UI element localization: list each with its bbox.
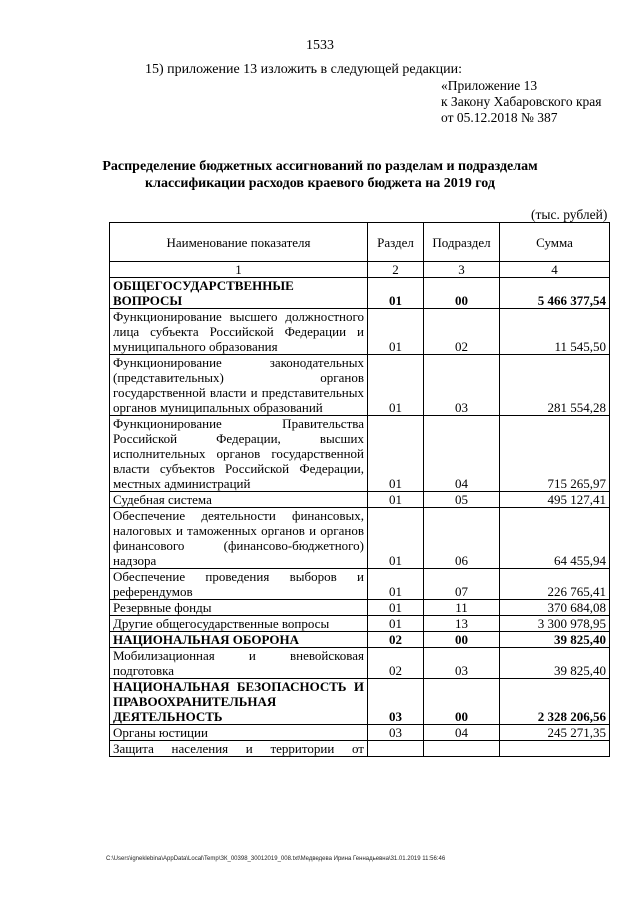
table-row xyxy=(110,492,610,508)
row-section: 03 xyxy=(368,725,424,741)
row-subsection: 13 xyxy=(424,616,500,632)
row-name: Функционирование Правительства Российской Федерации, высших исполнительных органов государственной власти субъектов Российской Федерации, местных администраций xyxy=(110,416,368,492)
table-row xyxy=(110,725,610,741)
appendix-reference xyxy=(441,78,602,126)
page-number: 1533 xyxy=(306,38,334,53)
row-subsection: 03 xyxy=(424,355,500,416)
table-row xyxy=(110,416,610,492)
row-amount: 715 265,97 xyxy=(500,416,610,492)
row-section: 01 xyxy=(368,508,424,569)
column-number-row xyxy=(110,262,610,278)
row-amount: 370 684,08 xyxy=(500,600,610,616)
table-row xyxy=(110,309,610,355)
table-header-row xyxy=(110,223,610,262)
table-row xyxy=(110,741,610,757)
row-name: Защита населения и территории от xyxy=(110,741,368,757)
row-subsection: 07 xyxy=(424,569,500,600)
table-row xyxy=(110,278,610,309)
row-subsection: 06 xyxy=(424,508,500,569)
title-line-1: Распределение бюджетных ассигнований по разделам и подразделам xyxy=(102,159,538,174)
document-title xyxy=(0,158,640,192)
header-amount: Сумма xyxy=(500,223,610,262)
row-amount xyxy=(500,741,610,757)
appendix-line-1: «Приложение 13 xyxy=(441,78,538,93)
row-subsection: 05 xyxy=(424,492,500,508)
row-subsection: 02 xyxy=(424,309,500,355)
row-amount: 39 825,40 xyxy=(500,648,610,679)
column-number: 4 xyxy=(500,262,610,278)
row-subsection: 00 xyxy=(424,278,500,309)
row-section: 03 xyxy=(368,679,424,725)
row-name: Обеспечение деятельности финансовых, налоговых и таможенных органов и органов финансового (финансово-бюджетного) надзора xyxy=(110,508,368,569)
row-amount: 39 825,40 xyxy=(500,632,610,648)
budget-table xyxy=(109,222,610,757)
header-subsection: Подраздел xyxy=(424,223,500,262)
row-name: Обеспечение проведения выборов и референдумов xyxy=(110,569,368,600)
intro-text: 15) приложение 13 изложить в следующей редакции: xyxy=(145,62,462,77)
row-subsection: 00 xyxy=(424,632,500,648)
column-number: 1 xyxy=(110,262,368,278)
row-name: ОБЩЕГОСУДАРСТВЕННЫЕ ВОПРОСЫ xyxy=(110,278,368,309)
row-amount: 281 554,28 xyxy=(500,355,610,416)
row-section: 01 xyxy=(368,416,424,492)
row-amount: 245 271,35 xyxy=(500,725,610,741)
row-amount: 3 300 978,95 xyxy=(500,616,610,632)
row-amount: 226 765,41 xyxy=(500,569,610,600)
table-row xyxy=(110,569,610,600)
table-body xyxy=(110,278,610,757)
row-subsection: 11 xyxy=(424,600,500,616)
row-subsection: 04 xyxy=(424,416,500,492)
row-section: 02 xyxy=(368,632,424,648)
row-section: 01 xyxy=(368,600,424,616)
row-amount: 495 127,41 xyxy=(500,492,610,508)
row-subsection: 04 xyxy=(424,725,500,741)
row-name: Функционирование законодательных (представительных) органов государственной власти и представительных органов муниципальных образований xyxy=(110,355,368,416)
row-section: 01 xyxy=(368,616,424,632)
row-name: Другие общегосударственные вопросы xyxy=(110,616,368,632)
appendix-line-3: от 05.12.2018 № 387 xyxy=(441,110,558,125)
row-subsection: 00 xyxy=(424,679,500,725)
table-row xyxy=(110,616,610,632)
header-name: Наименование показателя xyxy=(110,223,368,262)
footer-file-path: C:\Users\igneklebina\AppData\Local\Temp\ЗК_00398_30012019_008.txt\Медведева Ирина Геннадьевна\31.01.2019 11:56:46 xyxy=(106,856,446,862)
table-row xyxy=(110,632,610,648)
row-amount: 2 328 206,56 xyxy=(500,679,610,725)
row-section xyxy=(368,741,424,757)
row-section: 01 xyxy=(368,309,424,355)
table-row xyxy=(110,508,610,569)
row-subsection xyxy=(424,741,500,757)
header-section: Раздел xyxy=(368,223,424,262)
row-section: 02 xyxy=(368,648,424,679)
row-section: 01 xyxy=(368,278,424,309)
row-name: Резервные фонды xyxy=(110,600,368,616)
table-row xyxy=(110,600,610,616)
column-number: 3 xyxy=(424,262,500,278)
column-number: 2 xyxy=(368,262,424,278)
title-line-2: классификации расходов краевого бюджета на 2019 год xyxy=(145,176,495,191)
table-row xyxy=(110,355,610,416)
row-name: Органы юстиции xyxy=(110,725,368,741)
row-amount: 5 466 377,54 xyxy=(500,278,610,309)
row-section: 01 xyxy=(368,355,424,416)
row-amount: 64 455,94 xyxy=(500,508,610,569)
row-section: 01 xyxy=(368,492,424,508)
row-name: НАЦИОНАЛЬНАЯ ОБОРОНА xyxy=(110,632,368,648)
table-row xyxy=(110,648,610,679)
appendix-line-2: к Закону Хабаровского края xyxy=(441,94,602,109)
row-name: Судебная система xyxy=(110,492,368,508)
row-subsection: 03 xyxy=(424,648,500,679)
units-label: (тыс. рублей) xyxy=(531,207,608,222)
row-name: Мобилизационная и вневойсковая подготовка xyxy=(110,648,368,679)
row-name: Функционирование высшего должностного лица субъекта Российской Федерации и муниципального образования xyxy=(110,309,368,355)
table-row xyxy=(110,679,610,725)
row-section: 01 xyxy=(368,569,424,600)
row-amount: 11 545,50 xyxy=(500,309,610,355)
row-name: НАЦИОНАЛЬНАЯ БЕЗОПАСНОСТЬ И ПРАВООХРАНИТЕЛЬНАЯ ДЕЯТЕЛЬНОСТЬ xyxy=(110,679,368,725)
